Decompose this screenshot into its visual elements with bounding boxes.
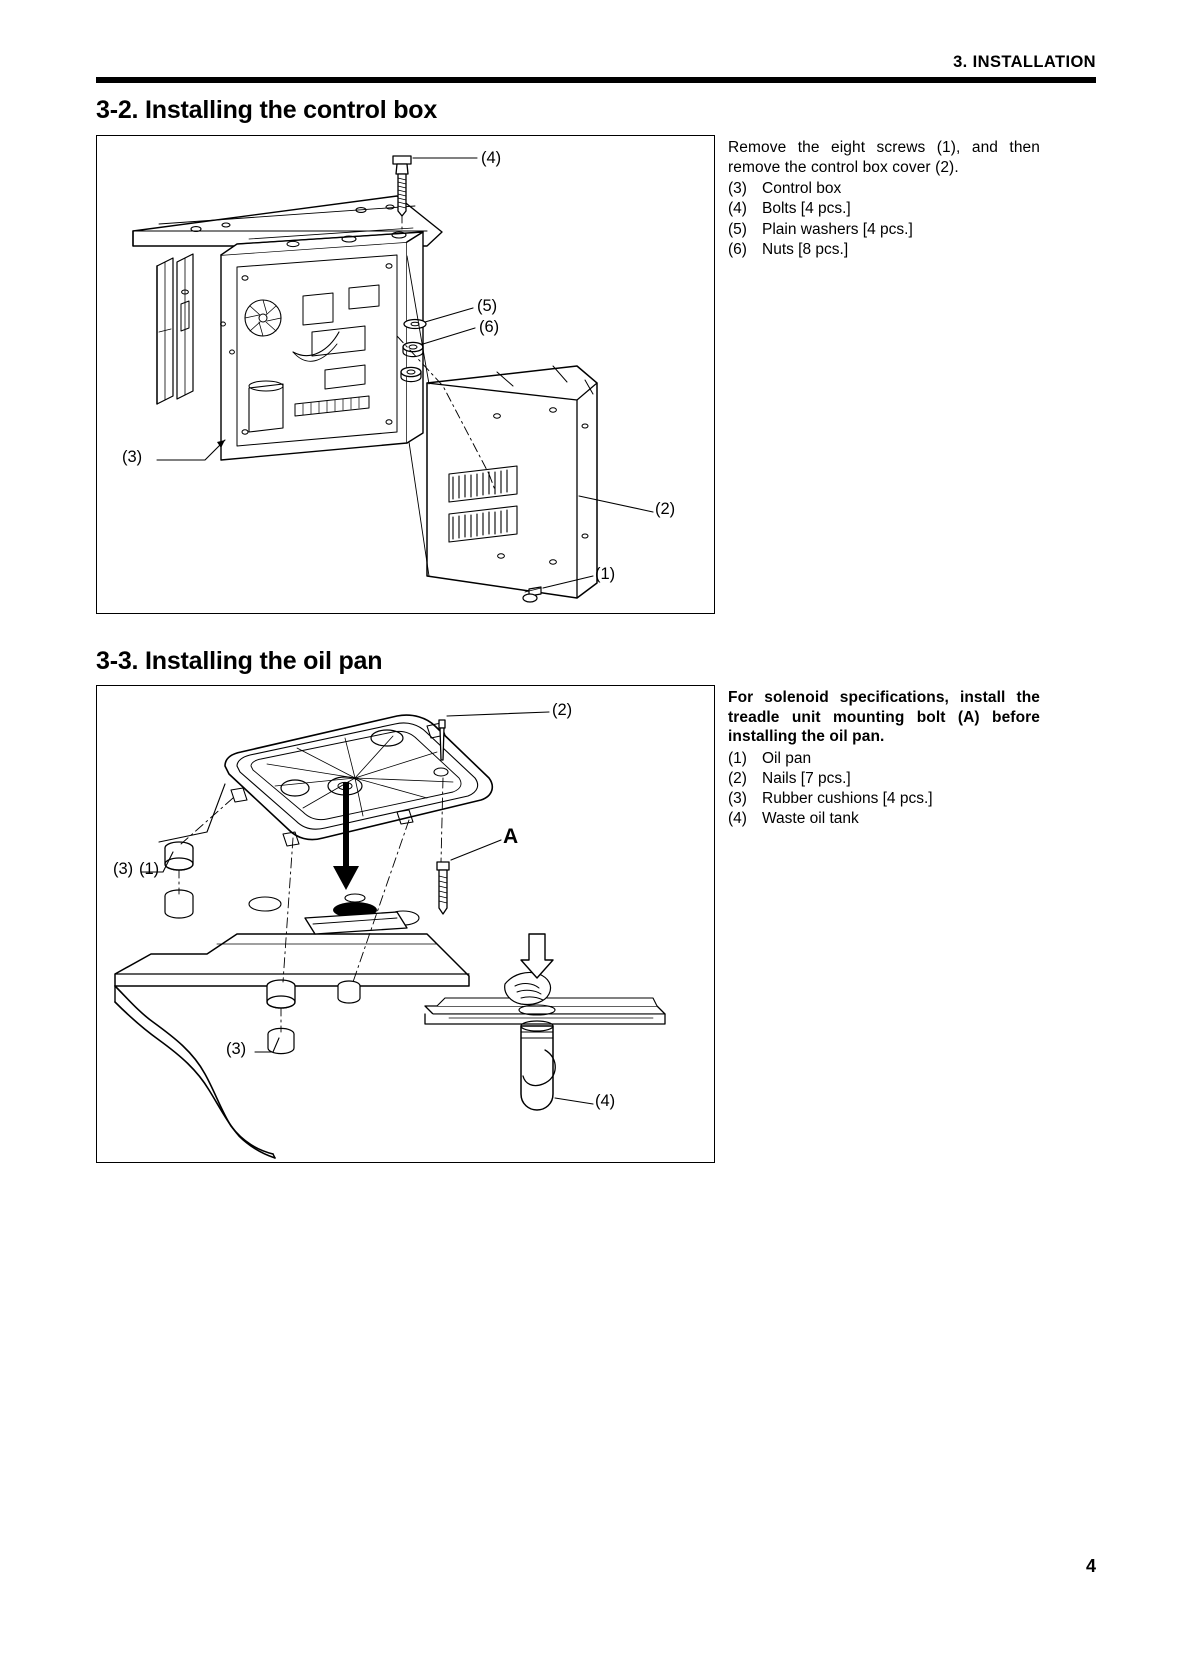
figure2-callout-nails: (2) bbox=[552, 701, 573, 719]
parts-item-number: (5) bbox=[728, 220, 747, 238]
parts-item-label: Oil pan bbox=[762, 750, 812, 768]
parts-item-label: Waste oil tank bbox=[762, 810, 859, 828]
parts-item-number: (1) bbox=[728, 750, 747, 768]
parts-list-control-box bbox=[728, 179, 1040, 260]
parts-item-number: (2) bbox=[728, 770, 747, 788]
figure-control-box bbox=[96, 135, 715, 614]
figure1-callout-screws: (1) bbox=[595, 565, 616, 583]
figure-oil-pan bbox=[96, 685, 715, 1163]
parts-list-item bbox=[728, 199, 1040, 219]
page-number: 4 bbox=[1085, 1556, 1096, 1576]
parts-item-number: (3) bbox=[728, 180, 747, 198]
parts-list-item bbox=[728, 769, 1040, 789]
parts-list-item bbox=[728, 789, 1040, 809]
figure1-callout-cover: (2) bbox=[655, 500, 676, 518]
parts-item-label: Rubber cushions [4 pcs.] bbox=[762, 790, 933, 808]
parts-list-item bbox=[728, 240, 1040, 260]
section-heading-control-box: 3-2. Installing the control box bbox=[96, 96, 438, 124]
figure2-callout-oil-pan: (1) bbox=[139, 860, 160, 878]
figure1-callout-bolt: (4) bbox=[481, 149, 502, 167]
parts-item-number: (6) bbox=[728, 240, 747, 258]
figure-oil-pan-drawing bbox=[97, 686, 713, 1161]
figure-control-box-drawing bbox=[97, 136, 713, 612]
instruction-paragraph-1: Remove the eight screws (1), and then remove the control box cover (2). bbox=[728, 139, 1040, 176]
figure2-callout-cushion-bottom: (3) bbox=[226, 1040, 247, 1058]
text-column-oil-pan bbox=[728, 688, 1040, 830]
figure1-callout-nut: (6) bbox=[479, 318, 500, 336]
page-header bbox=[96, 54, 1096, 83]
figure2-callout-bolt-a: A bbox=[503, 825, 519, 848]
parts-list-item bbox=[728, 809, 1040, 829]
parts-list-item bbox=[728, 179, 1040, 199]
section-heading-oil-pan: 3-3. Installing the oil pan bbox=[96, 647, 383, 675]
figure2-callout-waste-oil-tank: (4) bbox=[595, 1092, 616, 1110]
instruction-paragraph-2: For solenoid specifications, install the treadle unit mounting bolt (A) before installing the oil pan. bbox=[728, 689, 1040, 746]
figure1-callout-control-box: (3) bbox=[122, 448, 143, 466]
parts-item-label: Bolts [4 pcs.] bbox=[762, 200, 851, 218]
parts-item-label: Nuts [8 pcs.] bbox=[762, 240, 849, 258]
parts-list-oil-pan bbox=[728, 749, 1040, 830]
parts-item-number: (3) bbox=[728, 790, 747, 808]
parts-list-item bbox=[728, 749, 1040, 769]
figure2-callout-cushion-top: (3) bbox=[113, 860, 134, 878]
parts-list-item bbox=[728, 220, 1040, 240]
parts-item-number: (4) bbox=[728, 810, 747, 828]
parts-item-number: (4) bbox=[728, 200, 747, 218]
header-divider bbox=[96, 77, 1096, 83]
chapter-title: 3. INSTALLATION bbox=[953, 53, 1096, 71]
parts-item-label: Control box bbox=[762, 180, 842, 198]
text-column-control-box bbox=[728, 138, 1040, 260]
figure1-callout-washer: (5) bbox=[477, 297, 498, 315]
parts-item-label: Nails [7 pcs.] bbox=[762, 770, 851, 788]
parts-item-label: Plain washers [4 pcs.] bbox=[762, 220, 913, 238]
